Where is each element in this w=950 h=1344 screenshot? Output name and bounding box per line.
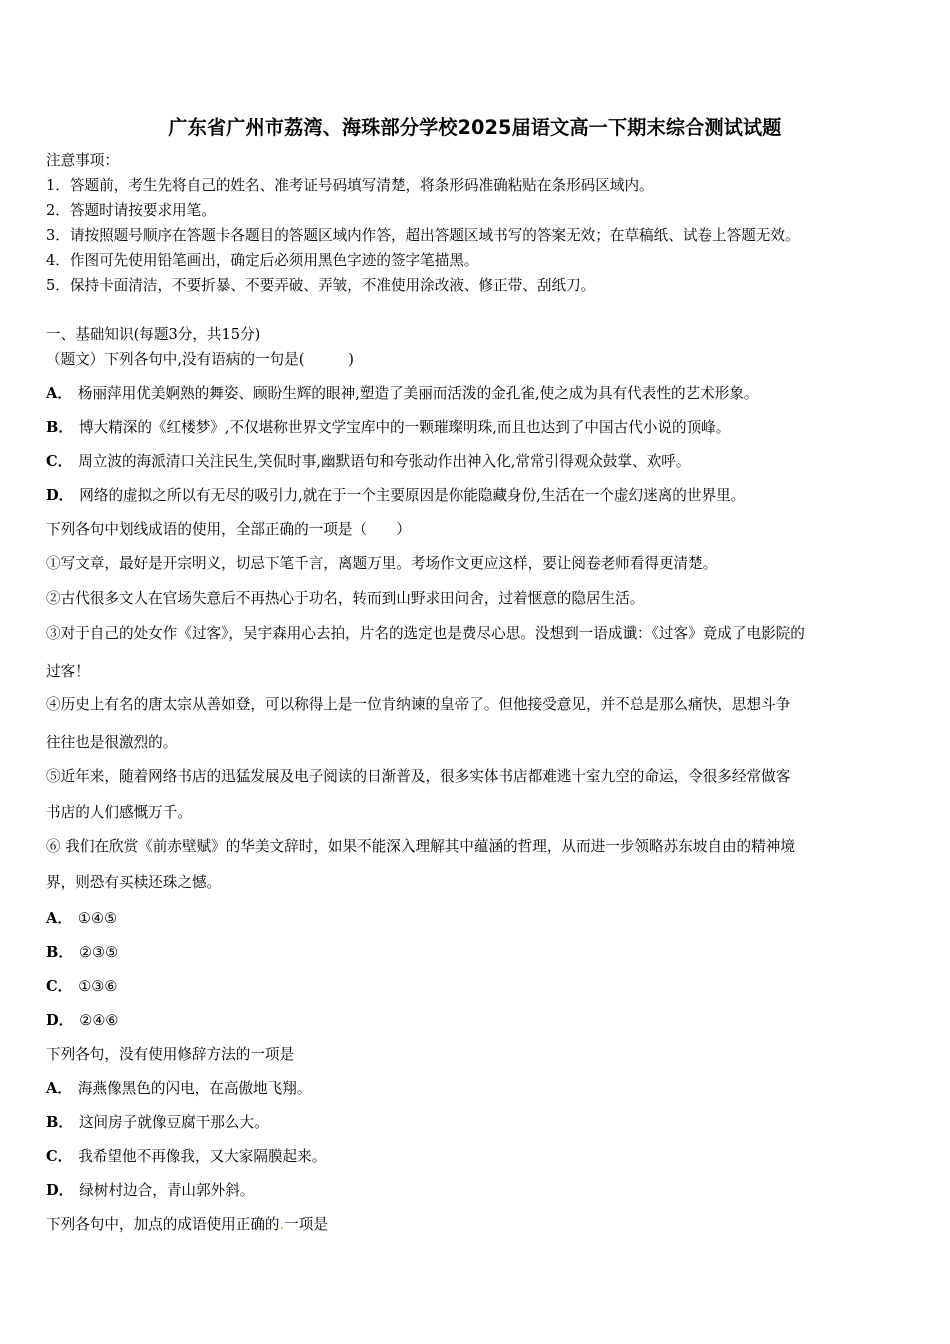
sentence-line: 书店的人们感慨万千。 bbox=[46, 804, 192, 821]
notice-item: 5．保持卡面清洁，不要折暴、不要弄破、弄皱，不准使用涂改液、修正带、刮纸刀。 bbox=[46, 277, 596, 294]
notice-item: 2．答题时请按要求用笔。 bbox=[46, 202, 216, 219]
option-letter: D． bbox=[46, 1012, 74, 1029]
option-letter: B． bbox=[46, 419, 73, 436]
option-a bbox=[46, 1079, 311, 1099]
sentence-line: ③对于自己的处女作《过客》，吴宇森用心去拍，片名的选定也是费尽心思。没想到一语成谶：《过客》竟成了电影院的 bbox=[46, 625, 805, 642]
option-text: ①③⑥ bbox=[78, 978, 118, 995]
option-text: 绿树村边合，青山郭外斜。 bbox=[79, 1182, 255, 1199]
option-letter: C． bbox=[46, 978, 73, 995]
option-letter: A． bbox=[46, 1080, 72, 1097]
page-title: 广东省广州市荔湾、海珠部分学校2025届语文高一下期末综合测试试题 bbox=[168, 116, 782, 139]
sentence-line: 界，则恐有买椟还珠之憾。 bbox=[46, 874, 222, 891]
sentence-line: ⑤近年来，随着网络书店的迅猛发展及电子阅读的日渐普及，很多实体书店都难逃十室九空的命运，令很多经常做客 bbox=[46, 768, 791, 785]
sentence-line: 往往也是很激烈的。 bbox=[46, 734, 178, 751]
option-d bbox=[46, 1011, 119, 1031]
option-text: ②④⑥ bbox=[79, 1012, 119, 1029]
notice-heading: 注意事项： bbox=[46, 152, 119, 169]
sentence-line: ②古代很多文人在官场失意后不再热心于功名，转而到山野求田问舍，过着惬意的隐居生活。 bbox=[46, 590, 645, 607]
option-a bbox=[46, 909, 117, 929]
option-letter: C． bbox=[46, 453, 73, 470]
question-stem-part: 一项是 bbox=[284, 1216, 328, 1233]
option-letter: A． bbox=[46, 385, 72, 402]
emphasis-dot-icon: . bbox=[279, 1216, 285, 1233]
section-heading: 一、基础知识(每题3分，共15分) bbox=[46, 326, 261, 343]
option-letter: B． bbox=[46, 944, 73, 961]
option-letter: B． bbox=[46, 1114, 73, 1131]
option-letter: A． bbox=[46, 910, 72, 927]
option-letter: D． bbox=[46, 1182, 74, 1199]
option-text: 我希望他不再像我，又大家隔膜起来。 bbox=[78, 1148, 327, 1165]
question-stem bbox=[46, 1215, 328, 1235]
option-letter: D． bbox=[46, 487, 74, 504]
notice-item: 1．答题前，考生先将自己的姓名、准考证号码填写清楚，将条形码准确粘贴在条形码区域内。 bbox=[46, 177, 654, 194]
option-text: 周立波的海派清口关注民生,笑侃时事,幽默语句和夸张动作出神入化,常常引得观众鼓掌、欢呼。 bbox=[78, 453, 691, 470]
option-c bbox=[46, 1147, 326, 1167]
option-text: ①④⑤ bbox=[77, 910, 118, 927]
option-text: ②③⑤ bbox=[78, 944, 119, 961]
option-text: 网络的虚拟之所以有无尽的吸引力,就在于一个主要原因是你能隐藏身份,生活在一个虚幻迷离的世界里。 bbox=[79, 487, 746, 504]
option-text: 博大精深的《红楼梦》,不仅堪称世界文学宝库中的一颗璀璨明珠,而且也达到了中国古代小说的顶峰。 bbox=[78, 419, 731, 436]
option-d bbox=[46, 1181, 254, 1201]
option-text: 这间房子就像豆腐干那么大。 bbox=[78, 1114, 269, 1131]
option-letter: C． bbox=[46, 1148, 73, 1165]
question-stem: （题文）下列各句中,没有语病的一句是( ) bbox=[46, 351, 354, 368]
sentence-line: ①写文章，最好是开宗明义，切忌下笔千言，离题万里。考场作文更应这样，要让阅卷老师看得更清楚。 bbox=[46, 555, 718, 572]
option-c bbox=[46, 977, 117, 997]
sentence-line: ⑥ 我们在欣赏《前赤壁赋》的华美文辞时，如果不能深入理解其中蕴涵的哲理，从而进一步领略苏东坡自由的精神境 bbox=[46, 838, 795, 855]
option-c bbox=[46, 452, 690, 472]
question-stem-part: 下列各句中，加点的成语使用正确的 bbox=[46, 1216, 280, 1233]
question-stem: 下列各句中划线成语的使用，全部正确的一项是（ ） bbox=[46, 521, 411, 538]
option-a bbox=[46, 384, 759, 404]
sentence-line: ④历史上有名的唐太宗从善如登，可以称得上是一位肯纳谏的皇帝了。但他接受意见，并不总是那么痛快，思想斗争 bbox=[46, 696, 791, 713]
question-stem: 下列各句，没有使用修辞方法的一项是 bbox=[46, 1046, 295, 1063]
option-b bbox=[46, 418, 730, 438]
notice-item: 3．请按照题号顺序在答题卡各题目的答题区域内作答，超出答题区域书写的答案无效；在草稿纸、试卷上答题无效。 bbox=[46, 227, 800, 244]
option-b bbox=[46, 1113, 269, 1133]
option-b bbox=[46, 943, 118, 963]
option-d bbox=[46, 486, 745, 506]
option-text: 杨丽萍用优美婀熟的舞姿、顾盼生辉的眼神,塑造了美丽而活泼的金孔雀,使之成为具有代表性的艺术形象。 bbox=[77, 385, 759, 402]
option-text: 海燕像黑色的闪电，在高傲地飞翔。 bbox=[77, 1080, 312, 1097]
notice-item: 4．作图可先使用铅笔画出，确定后必须用黑色字迹的签字笔描黑。 bbox=[46, 252, 479, 269]
sentence-line: 过客！ bbox=[46, 663, 90, 680]
